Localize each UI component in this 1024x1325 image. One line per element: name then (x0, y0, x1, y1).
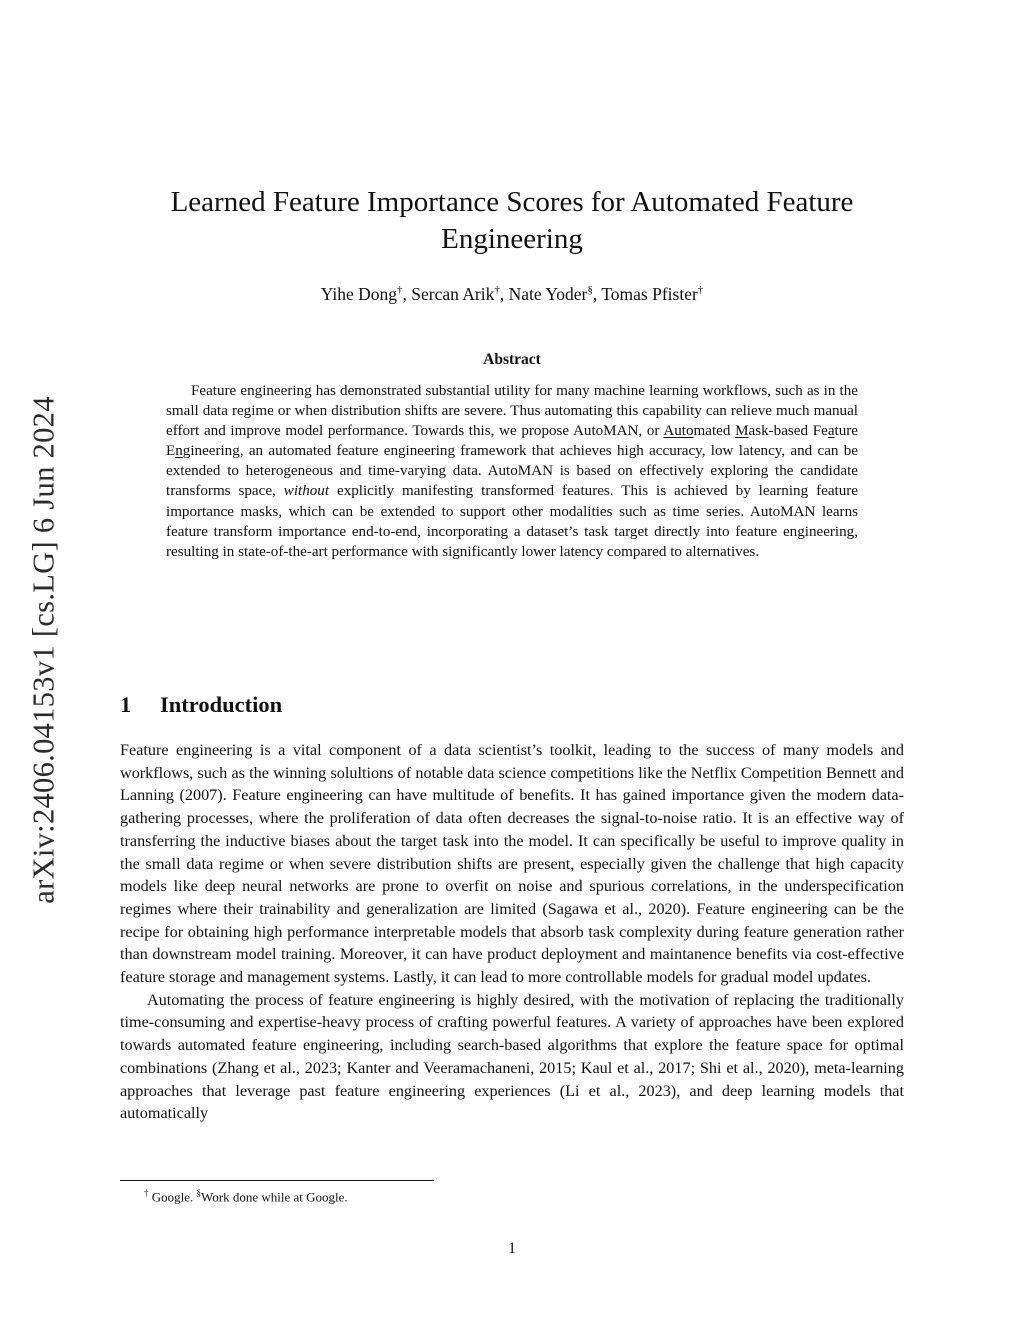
emphasis-text: without (283, 483, 330, 500)
author-affiliation-mark: † (397, 284, 403, 297)
section-title: Introduction (160, 692, 283, 717)
acronym-underline: a (827, 423, 835, 440)
author-name: Sercan Arik (411, 284, 495, 304)
author-affiliation-mark: § (587, 284, 593, 297)
author-affiliation-mark: † (494, 284, 500, 297)
author-name: Nate Yoder (508, 284, 588, 304)
acronym-underline: Auto (663, 423, 694, 440)
introduction-body (120, 739, 904, 1125)
arxiv-identifier-stamp: arXiv:2406.04153v1 [cs.LG] 6 Jun 2024 (26, 396, 61, 904)
paragraph: Automating the process of feature engineering is highly desired, with the motivation of replacing the traditionally time-consuming and expertise-heavy process of crafting powerful features. A variety of approaches have been explored towards automated feature engineering, including search-based algorithms that explore the feature space for optimal combinations (Zhang et al., 2023; Kanter and Veeramachaneni, 2015; Kaul et al., 2017; Shi et al., 2020), meta-learning approaches that leverage past feature engineering experiences (Li et al., 2023), and deep learning models that automatically (120, 990, 904, 1123)
author-name: Tomas Pfister (601, 284, 698, 304)
acronym-underline: M (735, 423, 749, 440)
author-affiliation-mark: † (697, 284, 704, 297)
section-heading-introduction (120, 692, 282, 718)
paper-title: Learned Feature Importance Scores for Automated Feature Engineering (170, 186, 854, 255)
footnote-divider (120, 1180, 434, 1181)
abstract-heading: Abstract (483, 351, 541, 368)
section-number: 1 (120, 692, 132, 717)
abstract-text: Feature engineering has demonstrated substantial utility for many machine learning workflows, such as in the small data regime or when distribution shifts are severe. Thus automating this capability can relieve much manual effort and improve model performance. Towards this, we propose AutoMAN, or Automated Mask-based Feature Engineering, an automated feature engineering framework that achieves high accuracy, low latency, and can be extended to heterogeneous and time-varying data. AutoMAN is based on effectively exploring the candidate transforms space, without explicitly manifesting transformed features. This is achieved by learning feature importance masks, which can be extended to support other modalities such as time series. AutoMAN learns feature transform importance end-to-end, incorporating a dataset’s task target directly into feature engineering, resulting in state-of-the-art performance with significantly lower latency compared to alternatives. (166, 383, 858, 560)
author-name: Yihe Dong (320, 284, 398, 304)
paragraph: Feature engineering is a vital component of a data scientist’s toolkit, leading to the success of many models and workflows, such as the winning solultions of notable data science competitions like the Netflix Competition Bennett and Lanning (2007). Feature engineering can have multitude of benefits. It has gained importance given the modern data-gathering processes, where the proliferation of data often decreases the signal-to-noise ratio. It is an effective way of transferring the inductive biases about the target task into the model. It can specifically be useful to improve quality in the small data regime or when severe distribution shifts are present, especially given the challenge that high capacity models like deep neural networks are prone to overfit on noise and spurious correlations, in the underspecification regimes where their trainability and generalization are limited (Sagawa et al., 2020). Feature engineering can be the recipe for obtaining high performance interpretable models that absorb task complexity during feature generation rather than downstream model training. Moreover, it can have product deployment and maintanence benefits via cost-effective feature storage and management systems. Lastly, it can lead to more controllable models for gradual model updates. (120, 741, 904, 987)
page-number: 1 (508, 1240, 516, 1257)
author-list: Yihe Dong†, Sercan Arik†, Nate Yoder§, Tomas Pfister† (320, 284, 704, 304)
acronym-underline: n (175, 443, 183, 460)
footnote: † Google. §Work done while at Google. (144, 1188, 348, 1205)
